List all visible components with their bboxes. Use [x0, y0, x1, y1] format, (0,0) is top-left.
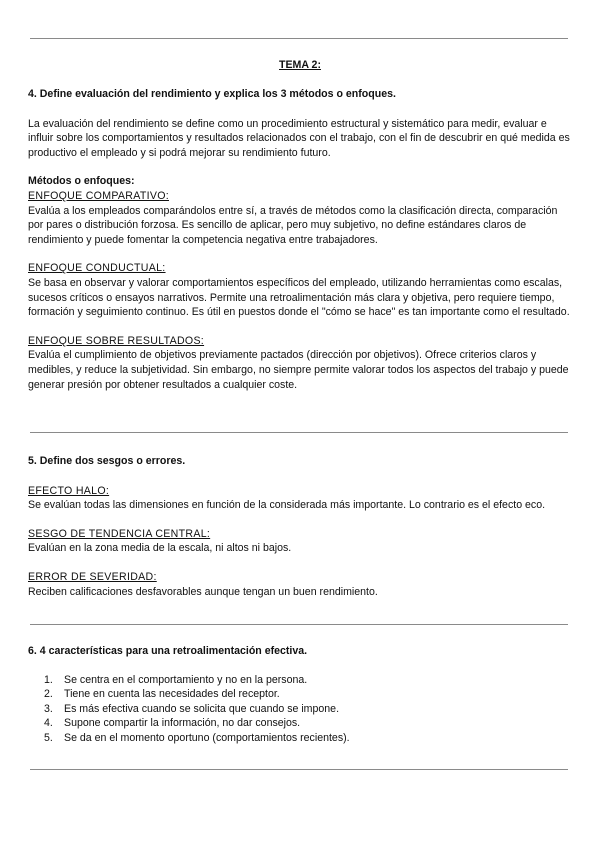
list-item	[28, 716, 573, 731]
q6-heading: 6. 4 características para una retroalimentación efectiva.	[28, 645, 308, 657]
method-name-conductual: ENFOQUE CONDUCTUAL:	[28, 262, 166, 275]
bias-name-halo: EFECTO HALO:	[28, 484, 110, 497]
section-q6	[28, 644, 573, 746]
list-text: Se da en el momento oportuno (comportamientos recientes).	[64, 731, 350, 744]
q4-intro: La evaluación del rendimiento se define como un procedimiento estructural y sistemático para medir, evaluar e influir sobre los comportamientos y resultados relacionados con el trabajo, con el fin de descubrir en qué medida es productivo el empleado y si podrá mejorar su rendimiento futuro.	[28, 117, 570, 159]
list-text: Supone compartir la información, no dar consejos.	[64, 717, 301, 730]
bias-name-tendencia: SESGO DE TENDENCIA CENTRAL:	[28, 527, 211, 540]
divider-q6	[30, 624, 568, 625]
page-title: TEMA 2:	[279, 59, 321, 71]
list-text: Tiene en cuenta las necesidades del receptor.	[64, 688, 280, 701]
list-text: Es más efectiva cuando se solicita que cuando se impone.	[64, 702, 340, 715]
top-divider	[30, 38, 568, 39]
list-item	[28, 731, 573, 746]
section-q5	[28, 454, 573, 599]
method-text-resultados: Evalúa el cumplimiento de objetivos previamente pactados (dirección por objetivos). Ofrece criterios claros y medibles, y reduce la subjetividad. Sin embargo, no siempre permite valorar todos los aspectos del trabajo y puede generar presión por obtener resultados a cualquier coste.	[28, 349, 569, 391]
feedback-list	[28, 673, 573, 746]
list-item	[28, 687, 573, 702]
list-number: 5.	[44, 731, 53, 744]
list-number: 4.	[44, 717, 53, 730]
method-text-conductual: Se basa en observar y valorar comportamientos específicos del empleado, utilizando herramientas como escalas, sucesos críticos o ensayos narrativos. Permite una retroalimentación más clara y objetiva, pero requiere tiempo, formación y seguimiento continuo. Es útil en puestos donde el "cómo se hace" es tan importante como el resultado.	[28, 276, 570, 319]
list-item	[28, 673, 573, 688]
list-number: 3.	[44, 702, 53, 715]
bias-text-severidad: Reciben calificaciones desfavorables aunque tengan un buen rendimiento.	[28, 585, 378, 598]
list-number: 1.	[44, 673, 53, 686]
bias-name-severidad: ERROR DE SEVERIDAD:	[28, 570, 157, 583]
q4-heading: 4. Define evaluación del rendimiento y explica los 3 métodos o enfoques.	[28, 88, 396, 100]
divider-q5	[30, 432, 568, 433]
list-number: 2.	[44, 688, 53, 701]
q5-heading: 5. Define dos sesgos o errores.	[28, 455, 186, 467]
list-item	[28, 702, 573, 717]
section-q4	[28, 87, 573, 392]
bias-text-tendencia: Evalúan en la zona media de la escala, ni altos ni bajos.	[28, 542, 292, 555]
method-name-comparativo: ENFOQUE COMPARATIVO:	[28, 189, 169, 202]
methods-label: Métodos o enfoques:	[28, 175, 135, 188]
method-name-resultados: ENFOQUE SOBRE RESULTADOS:	[28, 334, 205, 347]
bottom-divider	[30, 769, 568, 770]
list-text: Se centra en el comportamiento y no en la persona.	[64, 673, 308, 686]
method-text-comparativo: Evalúa a los empleados comparándolos entre sí, a través de métodos como la clasificación directa, comparación por pares o distribución forzosa. Es sencillo de aplicar, pero muy subjetivo, no define estándares claros de rendimiento y puede fomentar la competencia negativa entre trabajadores.	[28, 204, 558, 246]
bias-text-halo: Se evalúan todas las dimensiones en función de la considerada más importante. Lo contrario es el efecto eco.	[28, 499, 546, 512]
